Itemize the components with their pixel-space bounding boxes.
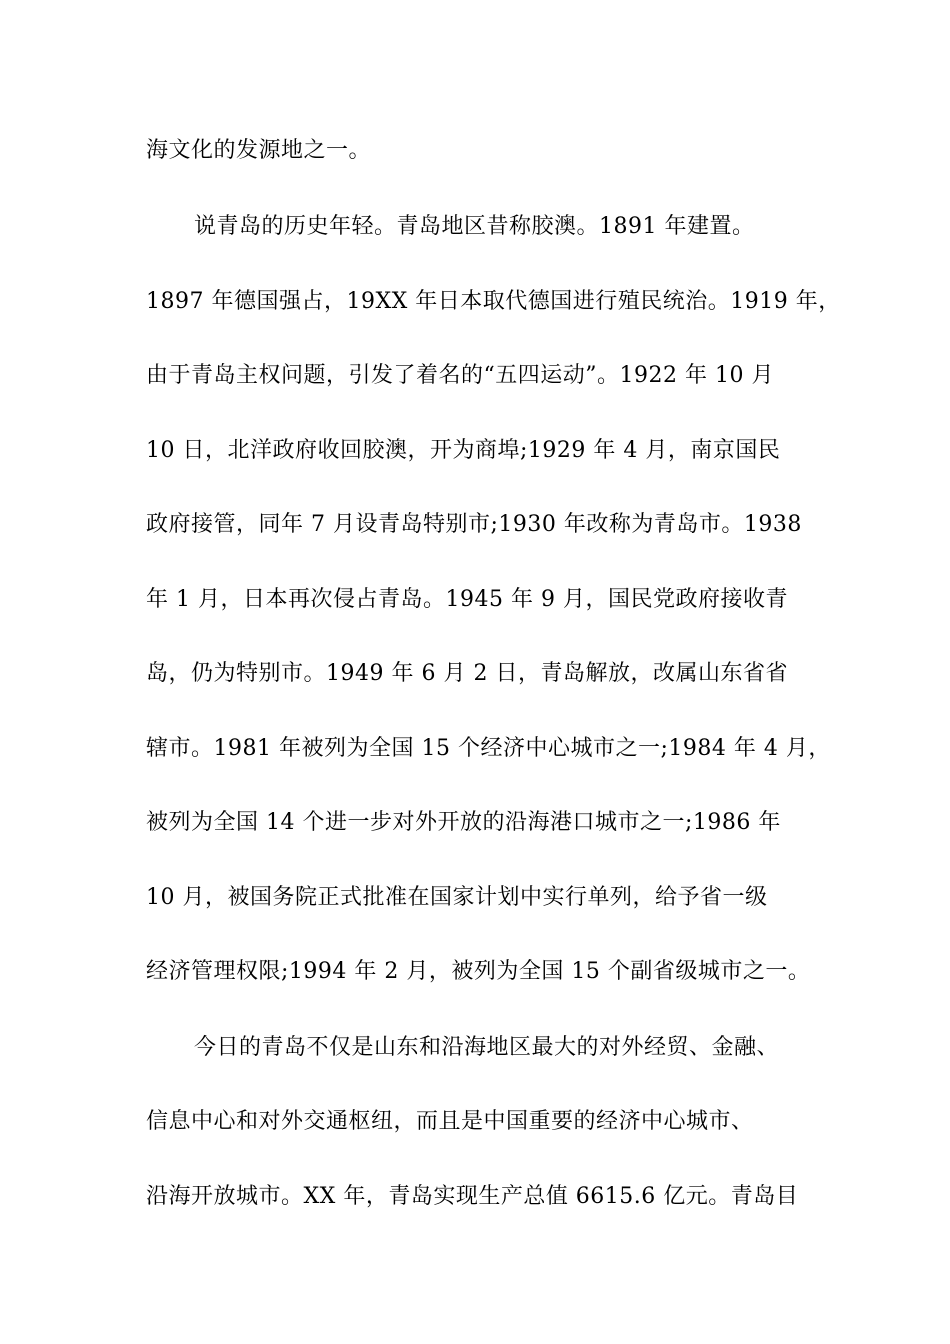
text-line: 经济管理权限;1994 年 2 月，被列为全国 15 个副省级城市之一。 xyxy=(146,959,811,984)
text-line: 沿海开放城市。XX 年，青岛实现生产总值 6615.6 亿元。青岛目 xyxy=(146,1184,799,1209)
text-line: 说青岛的历史年轻。青岛地区昔称胶澳。1891 年建置。 xyxy=(194,214,755,239)
text-line: 海文化的发源地之一。 xyxy=(146,138,372,163)
text-line: 政府接管，同年 7 月设青岛特别市;1930 年改称为青岛市。1938 xyxy=(146,512,802,537)
text-line: 由于青岛主权问题，引发了着名的“五四运动”。1922 年 10 月 xyxy=(146,363,774,388)
text-line: 年 1 月，日本再次侵占青岛。1945 年 9 月，国民党政府接收青 xyxy=(146,587,788,612)
text-line: 今日的青岛不仅是山东和沿海地区最大的对外经贸、金融、 xyxy=(194,1035,780,1060)
text-line: 10 日，北洋政府收回胶澳，开为商埠;1929 年 4 月，南京国民 xyxy=(146,438,781,463)
text-line: 辖市。1981 年被列为全国 15 个经济中心城市之一;1984 年 4 月， xyxy=(146,736,831,761)
text-line: 1897 年德国强占，19XX 年日本取代德国进行殖民统治。1919 年， xyxy=(146,289,841,314)
text-line: 信息中心和对外交通枢纽，而且是中国重要的经济中心城市、 xyxy=(146,1109,754,1134)
text-line: 被列为全国 14 个进一步对外开放的沿海港口城市之一;1986 年 xyxy=(146,810,781,835)
text-line: 岛，仍为特别市。1949 年 6 月 2 日，青岛解放，改属山东省省 xyxy=(146,661,788,686)
text-line: 10 月，被国务院正式批准在国家计划中实行单列，给予省一级 xyxy=(146,885,768,910)
